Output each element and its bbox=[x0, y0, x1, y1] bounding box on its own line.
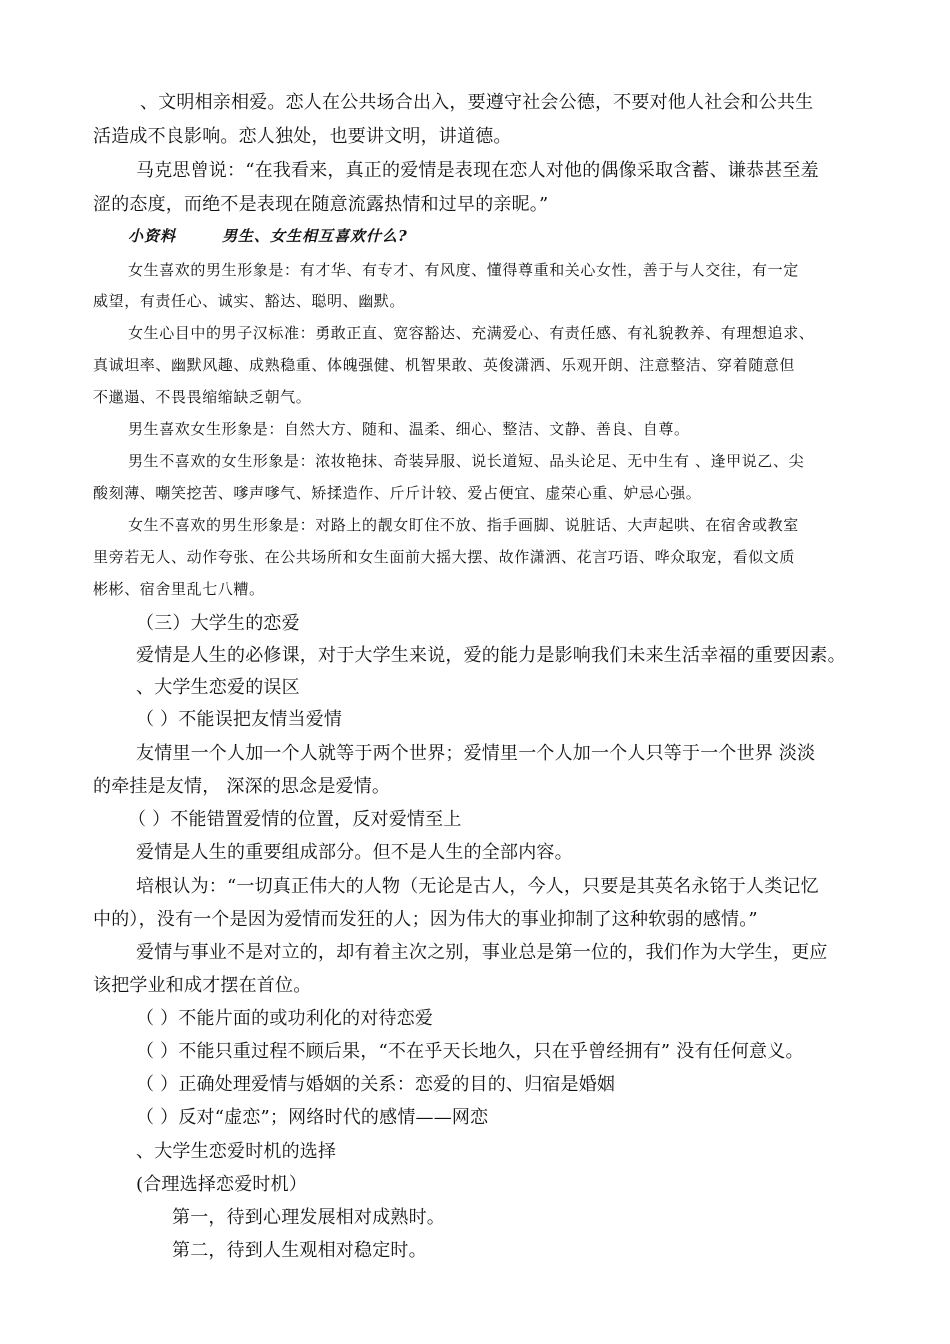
list-item: （ ）不能只重过程不顾后果，“不在乎天长地久，只在乎曾经拥有” 没有任何意义。 bbox=[136, 1041, 804, 1062]
paragraph-line: 爱情是人生的重要组成部分。但不是人生的全部内容。 bbox=[136, 842, 573, 863]
paragraph-line: 中的），没有一个是因为爱情而发狂的人；因为伟大的事业抑制了这种软弱的感情。” bbox=[93, 909, 758, 930]
sidebar-line: 真诚坦率、幽默风趣、成熟稳重、体魄强健、机智果敢、英俊潇洒、乐观开朗、注意整洁、穿着随意但 bbox=[93, 356, 796, 374]
subsection-heading: 、大学生恋爱时机的选择 bbox=[136, 1141, 337, 1162]
paragraph-line: 第二，待到人生观相对稳定时。 bbox=[172, 1240, 427, 1261]
paragraph-line: 、文明相亲相爱。恋人在公共场合出入，要遵守社会公德，不要对他人社会和公共生 bbox=[140, 92, 814, 113]
sidebar-line: 威望，有责任心、诚实、豁达、聪明、幽默。 bbox=[93, 292, 406, 310]
list-item: （ ）反对“虚恋”；网络时代的感情——网恋 bbox=[136, 1107, 489, 1128]
paragraph-line: 培根认为：“一切真正伟大的人物（无论是古人，今人，只要是其英名永铭于人类记忆 bbox=[136, 876, 819, 897]
paragraph-line: 活造成不良影响。恋人独处，也要讲文明，讲道德。 bbox=[93, 126, 512, 147]
paragraph-line: 马克思曾说：“在我看来，真正的爱情是表现在恋人对他的偶像采取含蓄、谦恭甚至羞 bbox=[136, 160, 819, 181]
paragraph-line: 涩的态度，而绝不是表现在随意流露热情和过早的亲昵。” bbox=[93, 194, 549, 215]
list-item: （ ）不能误把友情当爱情 bbox=[136, 709, 343, 730]
section-heading: （三）大学生的恋爱 bbox=[136, 613, 300, 634]
sidebar-line: 男生不喜欢的女生形象是：浓妆艳抹、奇装异服、说长道短、品头论足、无中生有 、逢甲说乙、尖 bbox=[128, 452, 805, 470]
sidebar-line: 女生喜欢的男生形象是：有才华、有专才、有风度、懂得尊重和关心女性，善于与人交往，有一定 bbox=[128, 261, 799, 279]
paragraph-line: 爱情与事业不是对立的，却有着主次之别，事业总是第一位的，我们作为大学生，更应 bbox=[136, 942, 828, 963]
sidebar-line: 彬彬、宿舍里乱七八糟。 bbox=[93, 580, 265, 598]
sidebar-heading-label: 小资料 bbox=[128, 227, 177, 245]
list-item: （ ）正确处理爱情与婚姻的关系：恋爱的目的、归宿是婚姻 bbox=[136, 1074, 616, 1095]
paragraph-line: 爱情是人生的必修课，对于大学生来说，爱的能力是影响我们未来生活幸福的重要因素。 bbox=[136, 645, 846, 666]
paragraph-line: 的牵挂是友情， 深深的思念是爱情。 bbox=[93, 776, 391, 797]
paragraph-line: 该把学业和成才摆在首位。 bbox=[93, 975, 312, 996]
sidebar-line: 女生不喜欢的男生形象是：对路上的靓女盯住不放、指手画脚、说脏话、大声起哄、在宿舍或教室 bbox=[128, 516, 799, 534]
paragraph-line: 第一，待到心理发展相对成熟时。 bbox=[172, 1207, 445, 1228]
subsection-heading: 、大学生恋爱的误区 bbox=[136, 677, 300, 698]
paragraph-line: 友情里一个人加一个人就等于两个世界；爱情里一个人加一个人只等于一个世界 淡淡 bbox=[136, 743, 816, 764]
sidebar-line: 里旁若无人、动作夸张、在公共场所和女生面前大摇大摆、故作潇洒、花言巧语、哗众取宠，看似文质 bbox=[93, 548, 796, 566]
sidebar-line: 不邋遢、不畏畏缩缩缺乏朝气。 bbox=[93, 388, 312, 406]
sidebar-line: 男生喜欢女生形象是：自然大方、随和、温柔、细心、整洁、文静、善良、自尊。 bbox=[128, 420, 690, 438]
list-item: （ ）不能错置爱情的位置，反对爱情至上 bbox=[128, 809, 462, 830]
list-item: （ ）不能片面的或功利化的对待恋爱 bbox=[136, 1008, 434, 1029]
paragraph-line: (合理选择恋爱时机） bbox=[136, 1174, 308, 1195]
sidebar-heading-title: 男生、女生相互喜欢什么? bbox=[222, 227, 408, 245]
sidebar-line: 酸刻薄、嘲笑挖苦、嗲声嗲气、矫揉造作、斤斤计较、爱占便宜、虚荣心重、妒忌心强。 bbox=[93, 484, 702, 502]
sidebar-line: 女生心目中的男子汉标准：勇敢正直、宽容豁达、充满爱心、有责任感、有礼貌教养、有理想追求、 bbox=[128, 324, 815, 342]
